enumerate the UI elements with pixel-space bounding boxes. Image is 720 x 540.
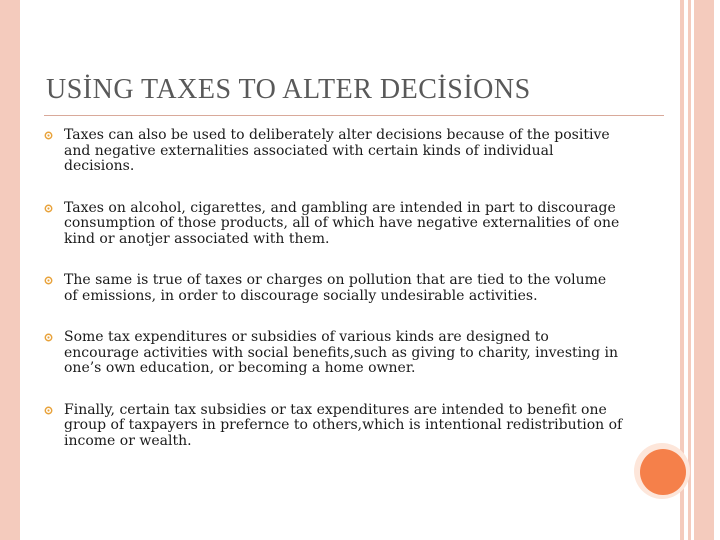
slide-title: USİNG TAXES TO ALTER DECİSİONS: [46, 74, 531, 105]
right-stripe-thin: [688, 0, 691, 540]
gear-bullet-icon: [44, 406, 53, 415]
gear-bullet-icon: [44, 333, 53, 342]
bullet-list: [44, 128, 624, 475]
right-stripe-wide: [694, 0, 714, 540]
gear-bullet-icon: [44, 276, 53, 285]
bullet-text: Taxes can also be used to deliberately alter decisions because of the positive and negative externalities associated with certain kinds of individual decisions.: [64, 127, 610, 174]
gear-bullet-icon: [44, 204, 53, 213]
left-border-decoration: [0, 0, 20, 540]
title-divider: [44, 115, 664, 116]
bullet-item: [44, 273, 624, 304]
bullet-text: Taxes on alcohol, cigarettes, and gambling are intended in part to discourage consumption of those products, all of which have negative externalities of one kind or anotjer associated with them.: [64, 199, 620, 247]
bullet-text: Some tax expenditures or subsidies of various kinds are designed to encourage activities with social benefits,such as giving to charity, investing in one’s own education, or becoming a home owner.: [64, 329, 619, 376]
gear-bullet-icon: [44, 131, 53, 140]
bullet-text: The same is true of taxes or charges on pollution that are tied to the volume of emissions, in order to discourage socially undesirable activities.: [64, 272, 607, 304]
bullet-item: [44, 201, 624, 248]
decorative-orange-circle: [640, 449, 686, 495]
bullet-item: [44, 330, 624, 377]
bullet-item: [44, 403, 624, 450]
bullet-text: Finally, certain tax subsidies or tax expenditures are intended to benefit one group of taxpayers in prefernce to others,which is intentional redistribution of income or wealth.: [64, 401, 623, 449]
bullet-item: [44, 128, 624, 175]
